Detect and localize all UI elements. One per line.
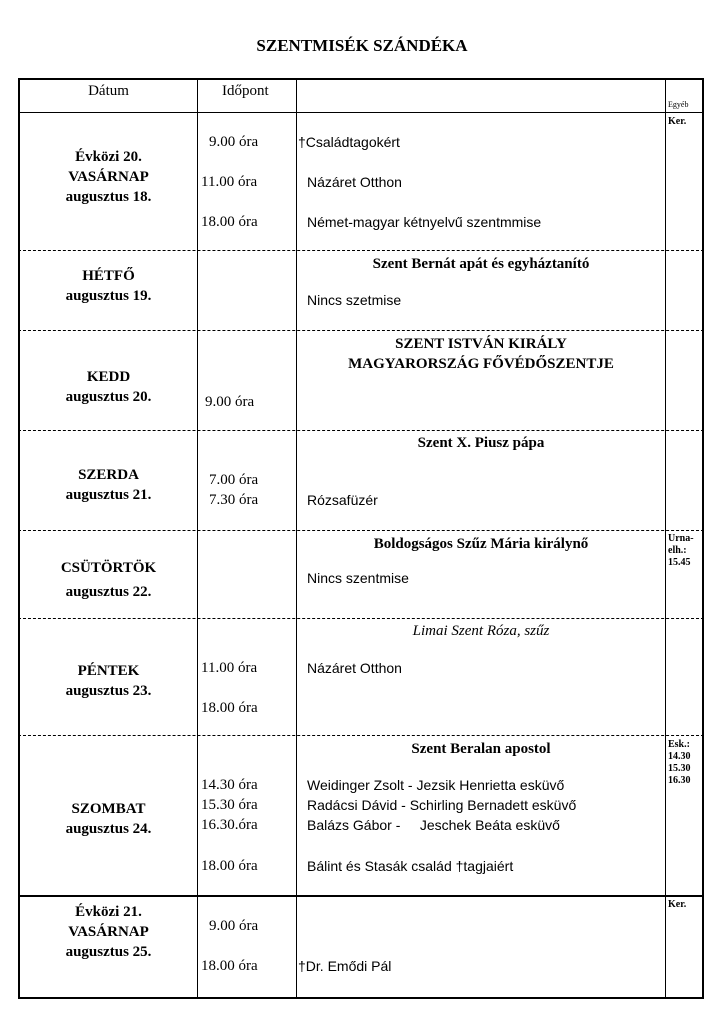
row-divider: [18, 250, 704, 251]
header-time: Időpont: [222, 83, 269, 99]
row-divider: [18, 618, 704, 619]
mass-intention: Radácsi Dávid - Schirling Bernadett esküvő: [307, 797, 577, 813]
note-line: elh.:: [668, 545, 687, 556]
day-label: [20, 465, 197, 505]
day-line: augusztus 25.: [65, 944, 152, 960]
day-line: CSÜTÖRTÖK: [60, 560, 157, 576]
feast-title: Limai Szent Róza, szűz: [412, 623, 550, 639]
header-date: Dátum: [88, 83, 129, 99]
column-divider: [665, 78, 666, 999]
mass-intention: Balázs Gábor - Jeschek Beáta esküvő: [307, 817, 560, 833]
note-line: 16.30: [668, 775, 691, 786]
mass-intention: †Dr. Emődi Pál: [298, 958, 392, 974]
mass-time: 18.00 óra: [201, 214, 258, 230]
day-label: [20, 266, 197, 306]
mass-intention: Weidinger Zsolt - Jezsik Henrietta esküvő: [307, 777, 565, 793]
day-label: [20, 661, 197, 701]
day-line: augusztus 23.: [65, 683, 152, 699]
other-note: [668, 739, 691, 787]
mass-intention: †Családtagokért: [298, 134, 400, 150]
day-line: augusztus 24.: [65, 821, 152, 837]
feast-line: MAGYARORSZÁG FŐVÉDŐSZENTJE: [348, 356, 614, 372]
feast-title: Boldogságos Szűz Mária királynő: [373, 536, 589, 552]
mass-intention: Názáret Otthon: [307, 174, 402, 190]
day-line: augusztus 18.: [65, 189, 152, 205]
mass-time: 15.30 óra: [201, 797, 258, 813]
day-line: augusztus 19.: [65, 288, 152, 304]
note-line: 15.45: [668, 557, 691, 568]
other-note: Ker.: [668, 116, 687, 127]
mass-time: 9.00 óra: [205, 394, 255, 410]
day-label: [20, 799, 197, 839]
note-line: 15.30: [668, 763, 691, 774]
header-other: Egyéb: [668, 100, 689, 109]
mass-time: 9.00 óra: [209, 918, 259, 934]
mass-intention: Bálint és Stasák család †tagjaiért: [307, 858, 514, 874]
note-line: 14.30: [668, 751, 691, 762]
row-divider: [18, 330, 704, 331]
day-label: [20, 147, 197, 207]
note-line: Esk.:: [668, 739, 690, 750]
row-divider: [18, 430, 704, 431]
feast-title: Szent Beralan apostol: [411, 741, 551, 757]
day-line: KEDD: [86, 369, 131, 385]
row-divider: [18, 530, 704, 531]
mass-time: 11.00 óra: [201, 660, 258, 676]
day-line: Évközi 20.: [75, 149, 142, 165]
mass-time: 18.00 óra: [201, 858, 258, 874]
day-line: PÉNTEK: [77, 663, 140, 679]
row-divider: [18, 895, 704, 897]
row-divider: [18, 735, 704, 736]
mass-intention: Német-magyar kétnyelvű szentmmise: [307, 214, 542, 230]
day-line: SZERDA: [78, 467, 139, 483]
feast-line: SZENT ISTVÁN KIRÁLY: [395, 336, 567, 352]
mass-intention: Nincs szentmise: [307, 570, 409, 586]
mass-time: 11.00 óra: [201, 174, 258, 190]
day-label: [20, 902, 197, 962]
day-label: [20, 367, 197, 407]
mass-time: 18.00 óra: [201, 958, 258, 974]
day-line: Évközi 21.: [75, 904, 142, 920]
mass-time: 16.30.óra: [201, 817, 258, 833]
feast-title: [297, 334, 665, 374]
other-note: [668, 533, 694, 569]
mass-intention: Názáret Otthon: [307, 660, 402, 676]
header-divider: [18, 112, 704, 113]
mass-time: 7.30 óra: [209, 492, 259, 508]
day-label: [20, 556, 197, 604]
mass-time: 14.30 óra: [201, 777, 258, 793]
day-line: augusztus 21.: [65, 487, 152, 503]
day-line: SZOMBAT: [71, 801, 146, 817]
mass-time: 9.00 óra: [209, 134, 259, 150]
page-title: SZENTMISÉK SZÁNDÉKA: [256, 36, 468, 55]
note-line: Urna-: [668, 533, 694, 544]
day-line: augusztus 22.: [65, 584, 152, 600]
day-line: VASÁRNAP: [68, 924, 149, 940]
day-line: HÉTFŐ: [82, 268, 135, 284]
other-note: Ker.: [668, 899, 687, 910]
mass-time: 18.00 óra: [201, 700, 258, 716]
feast-title: Szent X. Piusz pápa: [417, 435, 545, 451]
day-line: augusztus 20.: [65, 389, 152, 405]
feast-title: Szent Bernát apát és egyháztanító: [372, 256, 590, 272]
day-line: VASÁRNAP: [68, 169, 149, 185]
mass-intention: Nincs szetmise: [307, 292, 402, 308]
column-divider: [197, 78, 198, 999]
mass-intention: Rózsafüzér: [307, 492, 378, 508]
mass-time: 7.00 óra: [209, 472, 259, 488]
